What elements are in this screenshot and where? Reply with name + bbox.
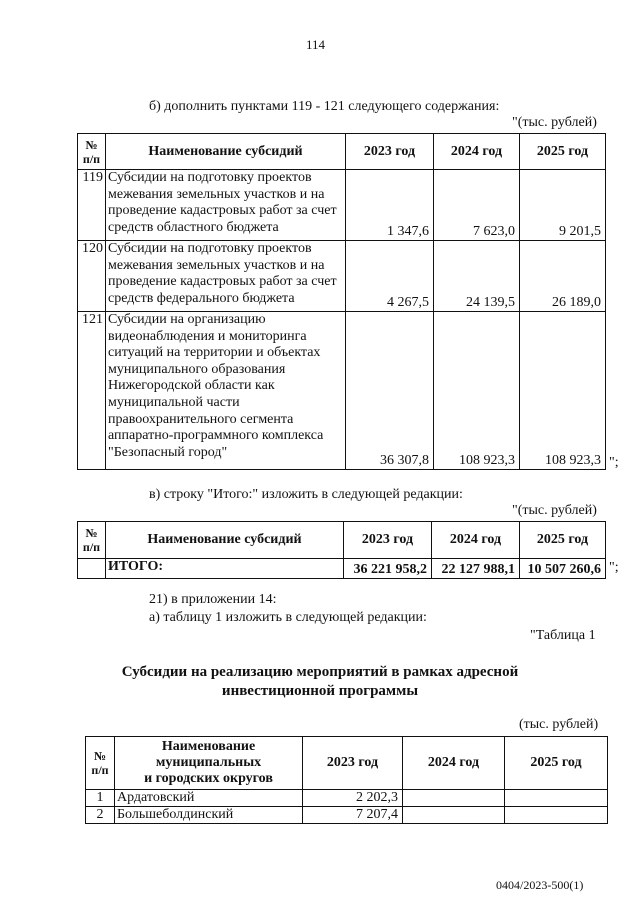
header-2025: 2025 год: [505, 737, 608, 790]
header-name-line3: и городских округов: [144, 771, 273, 786]
row-2025: 9 201,5: [520, 170, 606, 241]
row-num: 121: [78, 312, 106, 470]
header-num: № п/п: [78, 134, 106, 170]
row-2023: 7 207,4: [303, 807, 403, 824]
row-name: Большеболдинский: [115, 807, 303, 824]
subsidies-table: [77, 133, 606, 470]
row-name: Ардатовский: [115, 790, 303, 807]
row-2023: 36 307,8: [346, 312, 434, 470]
table-header-row: [78, 134, 606, 170]
total-label: ИТОГО:: [106, 559, 344, 579]
header-name: Наименование субсидий: [106, 522, 344, 559]
row-2024: [403, 790, 505, 807]
table-row: [86, 790, 608, 807]
row-2023: 2 202,3: [303, 790, 403, 807]
header-2025: 2025 год: [520, 134, 606, 170]
row-num: 1: [86, 790, 115, 807]
row-2025: [505, 790, 608, 807]
section-v-intro: в) строку "Итого:" изложить в следующей редакции:: [149, 487, 463, 502]
total-2025: 10 507 260,6: [520, 559, 606, 579]
total-row: [78, 559, 606, 579]
section-21-units: (тыс. рублей): [519, 717, 599, 732]
table-header-row: [78, 522, 606, 559]
header-name: Наименование субсидий: [106, 134, 346, 170]
header-num: № п/п: [86, 737, 115, 790]
table-row: [78, 170, 606, 241]
row-2024: 24 139,5: [434, 241, 520, 312]
header-2023: 2023 год: [344, 522, 432, 559]
row-2025: 26 189,0: [520, 241, 606, 312]
total-2023: 36 221 958,2: [344, 559, 432, 579]
section-v-closing: ";: [609, 560, 619, 575]
table-title-line1: Субсидии на реализацию мероприятий в рамках адресной: [121, 664, 519, 680]
row-2023: 4 267,5: [346, 241, 434, 312]
page-number: 114: [306, 37, 326, 52]
row-2025: [505, 807, 608, 824]
row-num: 119: [78, 170, 106, 241]
total-2024: 22 127 988,1: [432, 559, 520, 579]
section-21-line1: 21) в приложении 14:: [149, 592, 277, 607]
total-num-cell: [78, 559, 106, 579]
row-name: Субсидии на подготовку проектов межевания земельных участков и на проведение кадастровых работ за счет средств областного бюджета: [106, 170, 346, 241]
row-num: 120: [78, 241, 106, 312]
section-b-intro: б) дополнить пунктами 119 - 121 следующего содержания:: [149, 99, 500, 114]
header-2023: 2023 год: [303, 737, 403, 790]
row-2024: [403, 807, 505, 824]
header-name: [115, 737, 303, 790]
section-v-units: "(тыс. рублей): [512, 503, 597, 518]
row-name: Субсидии на организацию видеонаблюдения и мониторинга ситуаций на территории и объектах муниципального образования Нижегородской области как муниципальной части правоохранительного сегмента аппаратно-программного комплекса "Безопасный город": [106, 312, 346, 470]
section-b-closing: ";: [609, 455, 619, 470]
table-row: [78, 312, 606, 470]
row-2025: 108 923,3: [520, 312, 606, 470]
header-name-line1: Наименование: [161, 739, 256, 754]
header-num: № п/п: [78, 522, 106, 559]
table-header-row: [86, 737, 608, 790]
section-21-line2: а) таблицу 1 изложить в следующей редакции:: [149, 610, 427, 625]
header-2023: 2023 год: [346, 134, 434, 170]
row-2023: 1 347,6: [346, 170, 434, 241]
row-num: 2: [86, 807, 115, 824]
table-row: [86, 807, 608, 824]
header-2024: 2024 год: [432, 522, 520, 559]
total-table: [77, 521, 606, 579]
table-label: "Таблица 1: [530, 628, 596, 643]
table-row: [78, 241, 606, 312]
row-2024: 7 623,0: [434, 170, 520, 241]
row-name: Субсидии на подготовку проектов межевания земельных участков и на проведение кадастровых работ за счет средств федерального бюджета: [106, 241, 346, 312]
section-b-units: "(тыс. рублей): [512, 115, 597, 130]
header-name-line2: муниципальных: [155, 755, 262, 770]
table-title-line2: инвестиционной программы: [221, 683, 419, 699]
footer-code: 0404/2023-500(1): [496, 878, 584, 892]
row-2024: 108 923,3: [434, 312, 520, 470]
investment-table: [85, 736, 608, 824]
header-2025: 2025 год: [520, 522, 606, 559]
header-2024: 2024 год: [403, 737, 505, 790]
header-2024: 2024 год: [434, 134, 520, 170]
